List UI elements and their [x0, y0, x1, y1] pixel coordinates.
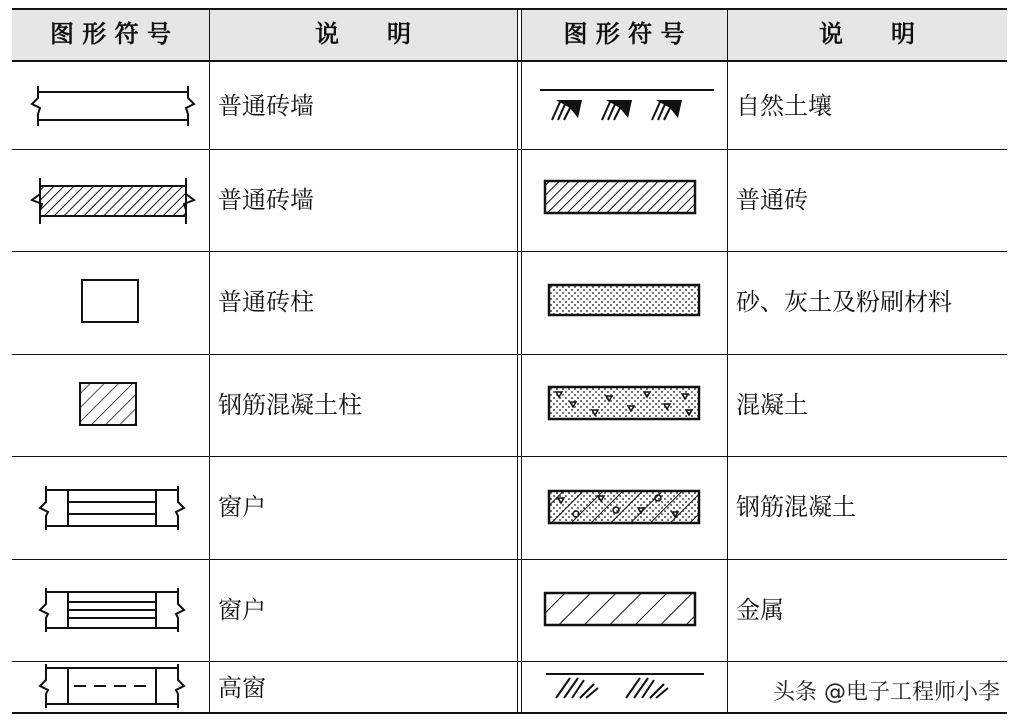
sand-dotted-icon: [546, 282, 704, 320]
header-description-left: 说 明: [315, 20, 411, 48]
row-divider: [12, 559, 1007, 560]
table-bottom-border: [12, 712, 1007, 714]
row-divider: [12, 149, 1007, 150]
left-row-label: 普通砖柱: [218, 288, 314, 316]
row-divider: [12, 661, 1007, 662]
header-description-right: 说 明: [819, 20, 915, 48]
legend-table: [12, 8, 1007, 714]
header-symbol-right: 图 形 符 号: [563, 20, 685, 48]
right-row-label: 混凝土: [736, 391, 808, 419]
left-row-label: 普通砖墙: [218, 186, 314, 214]
center-double-rule: [517, 8, 518, 714]
window-triple-line-icon: [36, 586, 188, 634]
row-divider: [12, 251, 1007, 252]
watermark: 头条 @电子工程师小李: [769, 673, 1004, 708]
column-divider: [727, 8, 728, 714]
brick-hatch-icon: [542, 178, 700, 216]
table-top-border: [12, 8, 1007, 10]
high-window-icon: [36, 664, 188, 710]
hatched-wall-icon: [26, 174, 198, 228]
right-row-label: 金属: [736, 596, 784, 624]
metal-hatch-icon: [542, 590, 700, 628]
header-symbol-left: 图 形 符 号: [49, 20, 172, 48]
right-row-label: 砂、灰土及粉刷材料: [736, 288, 952, 316]
right-row-label: 普通砖: [736, 186, 808, 214]
brick-column-icon: [80, 278, 142, 326]
left-row-label: 高窗: [218, 674, 266, 702]
column-divider: [209, 8, 210, 714]
right-row-label: 钢筋混凝土: [736, 493, 856, 521]
left-row-label: 窗户: [218, 493, 266, 521]
row-divider: [12, 456, 1007, 457]
left-row-label: 钢筋混凝土柱: [218, 391, 362, 419]
left-row-label: 窗户: [218, 596, 266, 624]
reinforced-concrete-icon: [546, 488, 704, 528]
natural-soil-icon: [538, 86, 716, 130]
center-double-rule: [521, 8, 522, 714]
rc-column-icon: [78, 381, 140, 429]
header-bottom-border: [12, 60, 1007, 62]
row-divider: [12, 354, 1007, 355]
compacted-soil-icon: [540, 668, 710, 708]
right-row-label: 自然土壤: [736, 92, 832, 120]
left-row-label: 普通砖墙: [218, 92, 314, 120]
concrete-icon: [546, 384, 704, 424]
plain-wall-icon: [26, 82, 198, 130]
window-icon: [36, 484, 188, 532]
